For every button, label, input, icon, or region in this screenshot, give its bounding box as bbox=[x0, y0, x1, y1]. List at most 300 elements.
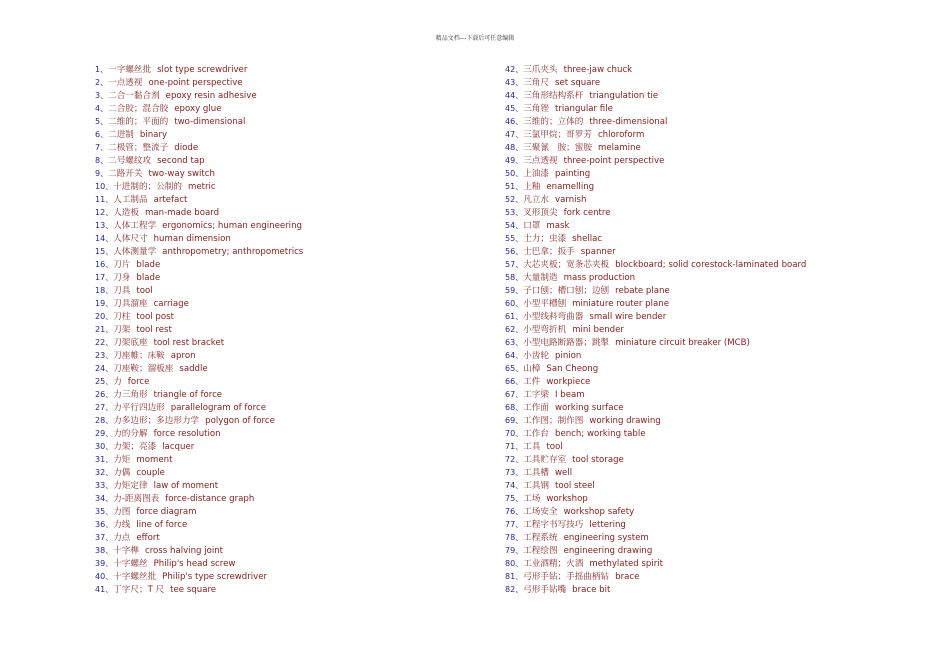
entry-number: 28 bbox=[95, 416, 106, 425]
entry-english-term: enamelling bbox=[546, 182, 595, 192]
glossary-entry bbox=[505, 232, 806, 245]
entry-number: 45 bbox=[505, 104, 516, 113]
entry-chinese-term: 工场 bbox=[523, 494, 541, 504]
entry-english-term: apron bbox=[170, 351, 196, 361]
entry-english-term: second tap bbox=[157, 156, 205, 166]
entry-english-term: saddle bbox=[179, 364, 208, 374]
entry-number: 38 bbox=[95, 546, 106, 555]
glossary-entry bbox=[505, 310, 806, 323]
glossary-entry bbox=[505, 63, 806, 76]
entry-number: 4 bbox=[95, 104, 101, 113]
glossary-entry bbox=[95, 63, 303, 76]
entry-chinese-term: 二合一黏合剂 bbox=[108, 91, 160, 101]
glossary-entry bbox=[505, 531, 806, 544]
glossary-entry bbox=[95, 479, 303, 492]
entry-chinese-term: 工字梁 bbox=[523, 390, 549, 400]
entry-separator: 、 bbox=[515, 169, 524, 178]
entry-number: 58 bbox=[505, 273, 516, 282]
entry-english-term: epoxy resin adhesive bbox=[165, 91, 257, 101]
entry-english-term: three-dimensional bbox=[589, 117, 668, 127]
entry-chinese-term: 工具钢 bbox=[523, 481, 549, 491]
entry-chinese-term: 工程字书写技巧 bbox=[523, 520, 584, 530]
entry-separator: 、 bbox=[105, 546, 114, 555]
entry-number: 14 bbox=[95, 234, 106, 243]
entry-english-term: blade bbox=[136, 273, 161, 283]
entry-chinese-term: 人体工程学 bbox=[113, 221, 157, 231]
entry-chinese-term: 士力；虫漆 bbox=[523, 234, 567, 244]
entry-separator: 、 bbox=[515, 429, 524, 438]
entry-chinese-term: 三点透视 bbox=[523, 156, 558, 166]
entry-chinese-term: 工程绘图 bbox=[523, 546, 558, 556]
entry-chinese-term: 二进制 bbox=[108, 130, 134, 140]
entry-chinese-term: 工业酒精；火酒 bbox=[523, 559, 584, 569]
entry-separator: 、 bbox=[105, 351, 114, 360]
entry-english-term: triangle of force bbox=[153, 390, 223, 400]
entry-number: 73 bbox=[505, 468, 516, 477]
glossary-entry bbox=[505, 336, 806, 349]
entry-chinese-term: 工场安全 bbox=[523, 507, 558, 517]
entry-english-term: set square bbox=[554, 78, 601, 88]
entry-number: 25 bbox=[95, 377, 106, 386]
entry-chinese-term: 小型弯折机 bbox=[523, 325, 567, 335]
entry-chinese-term: 力矩定律 bbox=[113, 481, 148, 491]
entry-english-term: Philip's head screw bbox=[153, 559, 236, 569]
entry-number: 81 bbox=[505, 572, 516, 581]
entry-number: 62 bbox=[505, 325, 516, 334]
entry-chinese-term: 一字螺丝批 bbox=[108, 65, 152, 75]
glossary-entry bbox=[505, 297, 806, 310]
entry-english-term: line of force bbox=[136, 520, 188, 530]
entry-chinese-term: 三角形结构系杆 bbox=[523, 91, 584, 101]
entry-number: 12 bbox=[95, 208, 106, 217]
entry-separator: 、 bbox=[515, 234, 524, 243]
entry-english-term: three-point perspective bbox=[563, 156, 665, 166]
glossary-entry bbox=[505, 570, 806, 583]
entry-english-term: fork centre bbox=[563, 208, 611, 218]
entry-number: 10 bbox=[95, 182, 106, 191]
entry-separator: 、 bbox=[105, 195, 114, 204]
entry-number: 49 bbox=[505, 156, 516, 165]
entry-number: 18 bbox=[95, 286, 106, 295]
entry-separator: 、 bbox=[100, 156, 109, 165]
glossary-entry bbox=[95, 570, 303, 583]
glossary-entry bbox=[95, 219, 303, 232]
entry-separator: 、 bbox=[515, 273, 524, 282]
entry-chinese-term: 弓形手钻；手摇曲柄钻 bbox=[523, 572, 610, 582]
glossary-entry bbox=[505, 362, 806, 375]
entry-number: 80 bbox=[505, 559, 516, 568]
entry-chinese-term: 上釉 bbox=[523, 182, 541, 192]
entry-separator: 、 bbox=[105, 533, 114, 542]
entry-english-term: tool steel bbox=[554, 481, 595, 491]
entry-separator: 、 bbox=[515, 351, 524, 360]
entry-chinese-term: 刀座鞍；溜板座 bbox=[113, 364, 174, 374]
entry-chinese-term: 口罩 bbox=[523, 221, 541, 231]
entry-number: 29 bbox=[95, 429, 106, 438]
glossary-entry bbox=[505, 89, 806, 102]
entry-english-term: small wire bender bbox=[589, 312, 667, 322]
entry-chinese-term: 二维的；平面的 bbox=[108, 117, 169, 127]
entry-number: 16 bbox=[95, 260, 106, 269]
entry-english-term: epoxy glue bbox=[174, 104, 222, 114]
entry-number: 53 bbox=[505, 208, 516, 217]
entry-english-term: polygon of force bbox=[205, 416, 275, 426]
entry-number: 65 bbox=[505, 364, 516, 373]
entry-separator: 、 bbox=[515, 494, 524, 503]
entry-english-term: force bbox=[127, 377, 150, 387]
entry-chinese-term: 刀座帷；床鞍 bbox=[113, 351, 165, 361]
entry-separator: 、 bbox=[515, 455, 524, 464]
glossary-entry bbox=[95, 388, 303, 401]
glossary-entry bbox=[95, 414, 303, 427]
entry-separator: 、 bbox=[515, 312, 524, 321]
entry-number: 54 bbox=[505, 221, 516, 230]
entry-separator: 、 bbox=[105, 338, 114, 347]
entry-separator: 、 bbox=[515, 143, 524, 152]
entry-number: 30 bbox=[95, 442, 106, 451]
entry-chinese-term: 工具槽 bbox=[523, 468, 549, 478]
glossary-entry bbox=[505, 466, 806, 479]
entry-chinese-term: 二路开关 bbox=[108, 169, 143, 179]
entry-number: 48 bbox=[505, 143, 516, 152]
glossary-entry bbox=[95, 375, 303, 388]
glossary-entry bbox=[95, 583, 303, 596]
entry-chinese-term: 小齿轮 bbox=[523, 351, 549, 361]
entry-number: 82 bbox=[505, 585, 516, 594]
glossary-entry bbox=[95, 167, 303, 180]
entry-number: 11 bbox=[95, 195, 106, 204]
entry-separator: 、 bbox=[515, 585, 524, 594]
glossary-entry bbox=[505, 349, 806, 362]
glossary-entry bbox=[95, 401, 303, 414]
entry-separator: 、 bbox=[515, 91, 524, 100]
entry-separator: 、 bbox=[515, 325, 524, 334]
glossary-entry bbox=[505, 323, 806, 336]
entry-separator: 、 bbox=[515, 377, 524, 386]
glossary-entry bbox=[95, 440, 303, 453]
entry-number: 3 bbox=[95, 91, 101, 100]
entry-number: 41 bbox=[95, 585, 106, 594]
entry-english-term: metric bbox=[187, 182, 216, 192]
entry-separator: 、 bbox=[105, 442, 114, 451]
glossary-entry bbox=[95, 102, 303, 115]
glossary-entry bbox=[505, 544, 806, 557]
entry-english-term: force-distance graph bbox=[165, 494, 255, 504]
glossary-entry bbox=[95, 466, 303, 479]
entry-number: 39 bbox=[95, 559, 106, 568]
entry-chinese-term: 人体测量学 bbox=[113, 247, 157, 257]
entry-number: 13 bbox=[95, 221, 106, 230]
glossary-entry bbox=[505, 505, 806, 518]
entry-english-term: melamine bbox=[597, 143, 641, 153]
glossary-entry bbox=[95, 258, 303, 271]
glossary-entry bbox=[95, 310, 303, 323]
glossary-entry bbox=[505, 492, 806, 505]
entry-chinese-term: 人工制品 bbox=[113, 195, 148, 205]
entry-chinese-term: 一点透视 bbox=[108, 78, 143, 88]
entry-separator: 、 bbox=[515, 104, 524, 113]
entry-chinese-term: 刀具 bbox=[113, 286, 131, 296]
entry-chinese-term: 上油漆 bbox=[523, 169, 549, 179]
entry-number: 60 bbox=[505, 299, 516, 308]
entry-english-term: rebate plane bbox=[615, 286, 670, 296]
entry-chinese-term: 三聚氰 胺；蜜胺 bbox=[523, 143, 592, 153]
entry-separator: 、 bbox=[105, 494, 114, 503]
entry-chinese-term: 工作图；制作图 bbox=[523, 416, 584, 426]
entry-english-term: tool bbox=[136, 286, 153, 296]
entry-english-term: ergonomics; human engineering bbox=[162, 221, 302, 231]
entry-number: 2 bbox=[95, 78, 101, 87]
entry-separator: 、 bbox=[515, 78, 524, 87]
entry-chinese-term: 三氯甲烷；哥罗芳 bbox=[523, 130, 592, 140]
entry-separator: 、 bbox=[515, 299, 524, 308]
entry-english-term: shellac bbox=[572, 234, 603, 244]
glossary-entry bbox=[95, 284, 303, 297]
entry-separator: 、 bbox=[515, 221, 524, 230]
glossary-entry bbox=[95, 427, 303, 440]
entry-chinese-term: 刀柱 bbox=[113, 312, 131, 322]
entry-english-term: triangular file bbox=[554, 104, 613, 114]
entry-separator: 、 bbox=[105, 364, 114, 373]
entry-chinese-term: 小型平槽刨 bbox=[523, 299, 567, 309]
entry-chinese-term: 小型电路断路器；跳掣 bbox=[523, 338, 610, 348]
glossary-entry bbox=[505, 479, 806, 492]
entry-chinese-term: 山樟 bbox=[523, 364, 541, 374]
entry-english-term: force diagram bbox=[136, 507, 197, 517]
entry-number: 71 bbox=[505, 442, 516, 451]
glossary-entry bbox=[95, 245, 303, 258]
entry-english-term: triangulation tie bbox=[589, 91, 659, 101]
glossary-entry bbox=[95, 271, 303, 284]
entry-separator: 、 bbox=[515, 403, 524, 412]
entry-chinese-term: 士巴拿；扳手 bbox=[523, 247, 575, 257]
entry-english-term: spanner bbox=[580, 247, 616, 257]
entry-english-term: law of moment bbox=[153, 481, 219, 491]
entry-separator: 、 bbox=[105, 377, 114, 386]
glossary-entry bbox=[95, 141, 303, 154]
glossary-entry bbox=[505, 167, 806, 180]
entry-number: 77 bbox=[505, 520, 516, 529]
glossary-entry bbox=[505, 375, 806, 388]
glossary-entry bbox=[95, 505, 303, 518]
entry-separator: 、 bbox=[105, 182, 114, 191]
entry-number: 61 bbox=[505, 312, 516, 321]
entry-english-term: pinion bbox=[554, 351, 582, 361]
entry-chinese-term: 弓形手钻嘴 bbox=[523, 585, 567, 595]
glossary-entry bbox=[95, 89, 303, 102]
glossary-entry bbox=[95, 362, 303, 375]
entry-english-term: tool bbox=[546, 442, 563, 452]
entry-separator: 、 bbox=[105, 312, 114, 321]
entry-number: 27 bbox=[95, 403, 106, 412]
entry-separator: 、 bbox=[515, 156, 524, 165]
glossary-entry bbox=[95, 154, 303, 167]
entry-number: 1 bbox=[95, 65, 101, 74]
entry-chinese-term: 十进制的；公制的 bbox=[113, 182, 182, 192]
entry-english-term: binary bbox=[139, 130, 168, 140]
glossary-entry bbox=[95, 518, 303, 531]
entry-separator: 、 bbox=[105, 429, 114, 438]
entry-separator: 、 bbox=[100, 143, 109, 152]
entry-separator: 、 bbox=[105, 247, 114, 256]
entry-separator: 、 bbox=[100, 78, 109, 87]
entry-chinese-term: 大芯夹板；宽条芯夹板 bbox=[523, 260, 610, 270]
glossary-entry bbox=[505, 180, 806, 193]
entry-separator: 、 bbox=[515, 468, 524, 477]
entry-number: 26 bbox=[95, 390, 106, 399]
glossary-entry bbox=[95, 115, 303, 128]
entry-separator: 、 bbox=[105, 468, 114, 477]
glossary-entry bbox=[505, 414, 806, 427]
glossary-entry bbox=[95, 557, 303, 570]
entry-separator: 、 bbox=[105, 273, 114, 282]
entry-english-term: miniature router plane bbox=[572, 299, 670, 309]
entry-chinese-term: 力三角形 bbox=[113, 390, 148, 400]
entry-separator: 、 bbox=[515, 208, 524, 217]
entry-english-term: engineering system bbox=[563, 533, 649, 543]
entry-number: 75 bbox=[505, 494, 516, 503]
entry-english-term: two-way switch bbox=[148, 169, 215, 179]
entry-english-term: working drawing bbox=[589, 416, 661, 426]
entry-english-term: San Cheong bbox=[546, 364, 599, 374]
entry-number: 36 bbox=[95, 520, 106, 529]
entry-english-term: carriage bbox=[153, 299, 189, 309]
entry-number: 34 bbox=[95, 494, 106, 503]
entry-english-term: workshop safety bbox=[563, 507, 635, 517]
entry-english-term: mask bbox=[546, 221, 570, 231]
entry-english-term: workshop bbox=[546, 494, 588, 504]
entry-number: 23 bbox=[95, 351, 106, 360]
entry-english-term: three-jaw chuck bbox=[563, 65, 633, 75]
entry-chinese-term: 力 bbox=[113, 377, 122, 387]
entry-chinese-term: 工具 bbox=[523, 442, 541, 452]
entry-number: 32 bbox=[95, 468, 106, 477]
glossary-entry bbox=[505, 401, 806, 414]
entry-separator: 、 bbox=[105, 221, 114, 230]
entry-number: 21 bbox=[95, 325, 106, 334]
entry-english-term: man-made board bbox=[144, 208, 220, 218]
entry-number: 40 bbox=[95, 572, 106, 581]
entry-separator: 、 bbox=[515, 130, 524, 139]
entry-number: 76 bbox=[505, 507, 516, 516]
glossary-entry bbox=[505, 388, 806, 401]
entry-chinese-term: 工件 bbox=[523, 377, 541, 387]
glossary-entry bbox=[505, 583, 806, 596]
glossary-entry bbox=[505, 154, 806, 167]
entry-separator: 、 bbox=[105, 520, 114, 529]
entry-chinese-term: 工程系统 bbox=[523, 533, 558, 543]
entry-english-term: slot type screwdriver bbox=[157, 65, 248, 75]
entry-chinese-term: 叉形顶尖 bbox=[523, 208, 558, 218]
entry-number: 64 bbox=[505, 351, 516, 360]
entry-number: 31 bbox=[95, 455, 106, 464]
glossary-entry bbox=[95, 232, 303, 245]
glossary-entry bbox=[95, 76, 303, 89]
entry-number: 51 bbox=[505, 182, 516, 191]
entry-chinese-term: 力多边形；多边形力学 bbox=[113, 416, 200, 426]
entry-chinese-term: 二极管；整流子 bbox=[108, 143, 169, 153]
entry-number: 63 bbox=[505, 338, 516, 347]
entry-chinese-term: 工作台 bbox=[523, 429, 549, 439]
entry-english-term: human dimension bbox=[153, 234, 231, 244]
entry-english-term: tee square bbox=[170, 585, 217, 595]
entry-separator: 、 bbox=[515, 572, 524, 581]
entry-separator: 、 bbox=[105, 481, 114, 490]
entry-separator: 、 bbox=[515, 416, 524, 425]
entry-number: 44 bbox=[505, 91, 516, 100]
entry-english-term: blockboard; solid corestock-laminated board bbox=[615, 260, 807, 270]
entry-number: 8 bbox=[95, 156, 101, 165]
entry-separator: 、 bbox=[515, 364, 524, 373]
glossary-entry bbox=[505, 557, 806, 570]
entry-chinese-term: 工具贮存室 bbox=[523, 455, 567, 465]
entry-english-term: lacquer bbox=[162, 442, 195, 452]
entry-number: 56 bbox=[505, 247, 516, 256]
glossary-entry bbox=[95, 336, 303, 349]
entry-separator: 、 bbox=[105, 299, 114, 308]
entry-chinese-term: 十字螺丝批 bbox=[113, 572, 157, 582]
entry-chinese-term: 力架；亮漆 bbox=[113, 442, 157, 452]
entry-separator: 、 bbox=[105, 572, 114, 581]
entry-chinese-term: 力的分解 bbox=[113, 429, 148, 439]
entry-number: 59 bbox=[505, 286, 516, 295]
entry-separator: 、 bbox=[515, 65, 524, 74]
entry-english-term: tool rest bracket bbox=[153, 338, 225, 348]
entry-number: 17 bbox=[95, 273, 106, 282]
glossary-entry bbox=[505, 128, 806, 141]
entry-english-term: diode bbox=[174, 143, 199, 153]
entry-chinese-term: 凡立水 bbox=[523, 195, 549, 205]
entry-separator: 、 bbox=[105, 507, 114, 516]
entry-separator: 、 bbox=[100, 130, 109, 139]
entry-english-term: force resolution bbox=[153, 429, 221, 439]
entry-number: 74 bbox=[505, 481, 516, 490]
entry-separator: 、 bbox=[515, 442, 524, 451]
entry-english-term: well bbox=[554, 468, 573, 478]
glossary-entry bbox=[95, 349, 303, 362]
entry-chinese-term: 小型线料弯曲器 bbox=[523, 312, 584, 322]
entry-number: 37 bbox=[95, 533, 106, 542]
entry-number: 70 bbox=[505, 429, 516, 438]
entry-chinese-term: 刀身 bbox=[113, 273, 131, 283]
entry-separator: 、 bbox=[515, 247, 524, 256]
entry-number: 6 bbox=[95, 130, 101, 139]
glossary-entry bbox=[95, 453, 303, 466]
entry-english-term: moment bbox=[136, 455, 173, 465]
entry-chinese-term: 三维的；立体的 bbox=[523, 117, 584, 127]
entry-chinese-term: 力平行四边形 bbox=[113, 403, 165, 413]
entry-chinese-term: 三角尺 bbox=[523, 78, 549, 88]
entry-chinese-term: 三角锉 bbox=[523, 104, 549, 114]
entry-english-term: working surface bbox=[554, 403, 624, 413]
entry-separator: 、 bbox=[515, 390, 524, 399]
entry-english-term: painting bbox=[554, 169, 591, 179]
entry-number: 78 bbox=[505, 533, 516, 542]
entry-english-term: lettering bbox=[589, 520, 626, 530]
glossary-entry bbox=[505, 440, 806, 453]
entry-chinese-term: 刀片 bbox=[113, 260, 131, 270]
entry-english-term: mass production bbox=[563, 273, 636, 283]
entry-number: 50 bbox=[505, 169, 516, 178]
entry-english-term: mini bender bbox=[572, 325, 624, 335]
glossary-entry bbox=[95, 297, 303, 310]
entry-chinese-term: 大量制造 bbox=[523, 273, 558, 283]
entry-english-term: effort bbox=[136, 533, 160, 543]
entry-english-term: varnish bbox=[554, 195, 587, 205]
entry-chinese-term: 力线 bbox=[113, 520, 131, 530]
entry-separator: 、 bbox=[100, 169, 109, 178]
glossary-entry bbox=[505, 219, 806, 232]
